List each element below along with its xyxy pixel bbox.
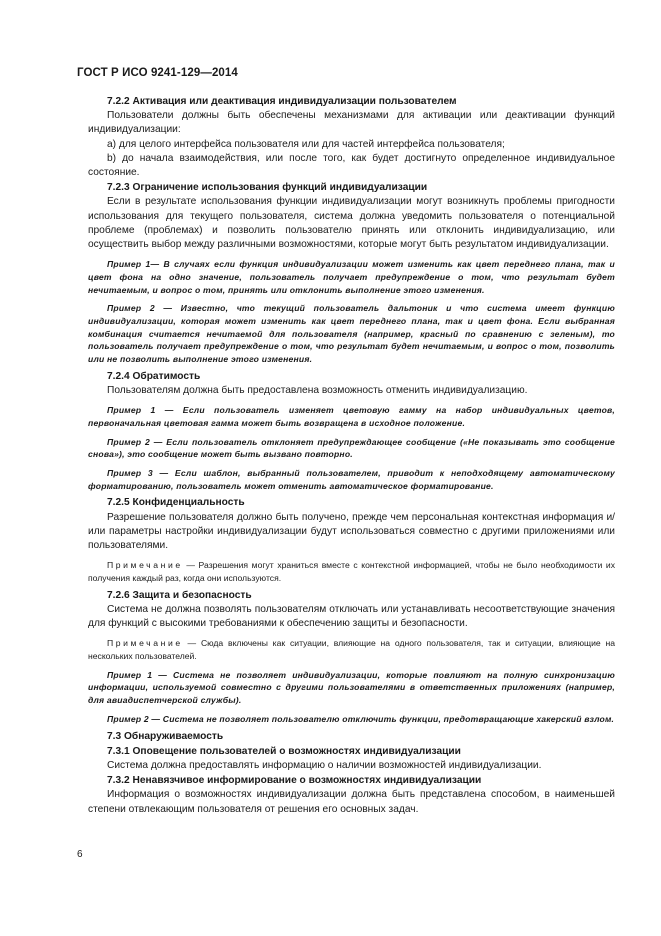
paragraph: Информация о возможностях индивидуализации должна быть представлена способом, в наименьшей степени отвлекающим пользователя от решения его основных задач.	[88, 789, 615, 815]
section-heading-7-3-1: 7.3.1 Оповещение пользователей о возможностях индивидуализации	[107, 745, 461, 757]
paragraph: Система должна предоставлять информацию о наличии возможностей индивидуализации.	[107, 759, 542, 771]
section-heading-7-3-2: 7.3.2 Ненавязчивое информирование о возможностях индивидуализации	[107, 775, 482, 787]
section-heading-7-3: 7.3 Обнаруживаемость	[107, 730, 224, 742]
paragraph: Если в результате использования функции индивидуализации могут возникнуть проблемы пригодности использования для текущего пользователя, система должна уведомить пользователя о потенциальной проблеме (проблемах) и позволить пользователю принять или отклонить индивидуализацию, или осуществить выбор между различными возможностями, которые могут быть результатом индивидуализации.	[88, 196, 615, 251]
list-item-a: а) для целого интерфейса пользователя или для частей интерфейса пользователя;	[107, 138, 505, 150]
paragraph: Пользователям должна быть предоставлена возможность отменить индивидуализацию.	[107, 385, 528, 397]
note-text: — Разрешения могут храниться вместе с контекстной информацией, чтобы не было необходимости их получения каждый раз, когда они используются.	[88, 560, 615, 583]
paragraph: Разрешение пользователя должно быть получено, прежде чем персональная контекстная информация и/или параметры настройки индивидуализации будут использоваться совместно с другими приложениями или пользователями.	[88, 511, 615, 552]
example-1: Пример 1— В случаях если функция индивидуализации может изменить как цвет переднего плана, так и цвет фона на одно значение, пользователь получает предупреждение о том, что результат будет нечитаемым, и вопрос о том, принять или отклонить выполнение этого изменения.	[88, 259, 615, 295]
paragraph: Система не должна позволять пользователям отключать или устанавливать несоответствующие значения для функций с высокими требованиями к обеспечению защиты и безопасности.	[88, 603, 615, 630]
example-2: Пример 2 — Если пользователь отклоняет предупреждающее сообщение («Не показывать это сообщение снова»), это сообщение может быть вызвано повторно.	[88, 436, 615, 460]
example-1: Пример 1 — Система не позволяет индивидуализации, которые повлияют на полную синхронизацию информации, используемой совместно с другими пользователями в ответственных приложениях (например, для авиадиспетчерской службы).	[88, 669, 615, 706]
document-body	[88, 94, 615, 817]
document-header: ГОСТ Р ИСО 9241-129—2014	[77, 67, 238, 79]
example-1: Пример 1 — Если пользователь изменяет цветовую гамму на набор индивидуальных цветов, первоначальная цветовая гамма может быть возвращена в исходное положение.	[88, 405, 615, 428]
note-text: — Сюда включены как ситуации, влияющие на одного пользователя, так и ситуации, влияющие на нескольких пользователей.	[88, 638, 615, 662]
section-heading-7-2-5: 7.2.5 Конфиденциальность	[107, 497, 245, 509]
note	[88, 637, 615, 662]
section-heading-7-2-6: 7.2.6 Защита и безопасность	[107, 589, 252, 601]
example-2: Пример 2 — Известно, что текущий пользователь дальтоник и что система имеет функцию индивидуализации, которая может изменить как цвет переднего плана, так и цвет фона. Если выбранная комбинация считается нечитаемой для пользователя (например, красный по сравнению с зеленым), то пользователь получает предупреждение о том, что результат будет нечитаемым, и вопрос о том, позволить или не позволить выполнение этого изменения.	[88, 303, 615, 365]
section-heading-7-2-3: 7.2.3 Ограничение использования функций индивидуализации	[107, 182, 428, 194]
note-label: Примечание	[107, 638, 183, 649]
example-3: Пример 3 — Если шаблон, выбранный пользователем, приводит к неподходящему автоматическому форматированию, пользователь может отменить автоматическое форматирование.	[88, 468, 615, 491]
section-heading-7-2-4: 7.2.4 Обратимость	[107, 370, 201, 382]
section-heading-7-2-2: 7.2.2 Активация или деактивация индивидуализации пользователем	[107, 96, 457, 107]
note-label: Примечание	[107, 560, 183, 571]
note	[88, 559, 615, 584]
example-2: Пример 2 — Система не позволяет пользователю отключить функции, предотвращающие хакерский взлом.	[107, 713, 615, 724]
paragraph: Пользователи должны быть обеспечены механизмами для активации или деактивации функций индивидуализации:	[88, 110, 615, 136]
page-number: 6	[77, 849, 83, 860]
list-item-b: b) до начала взаимодействия, или после того, как будет достигнуто определенное индивидуальное состояние.	[88, 152, 615, 179]
